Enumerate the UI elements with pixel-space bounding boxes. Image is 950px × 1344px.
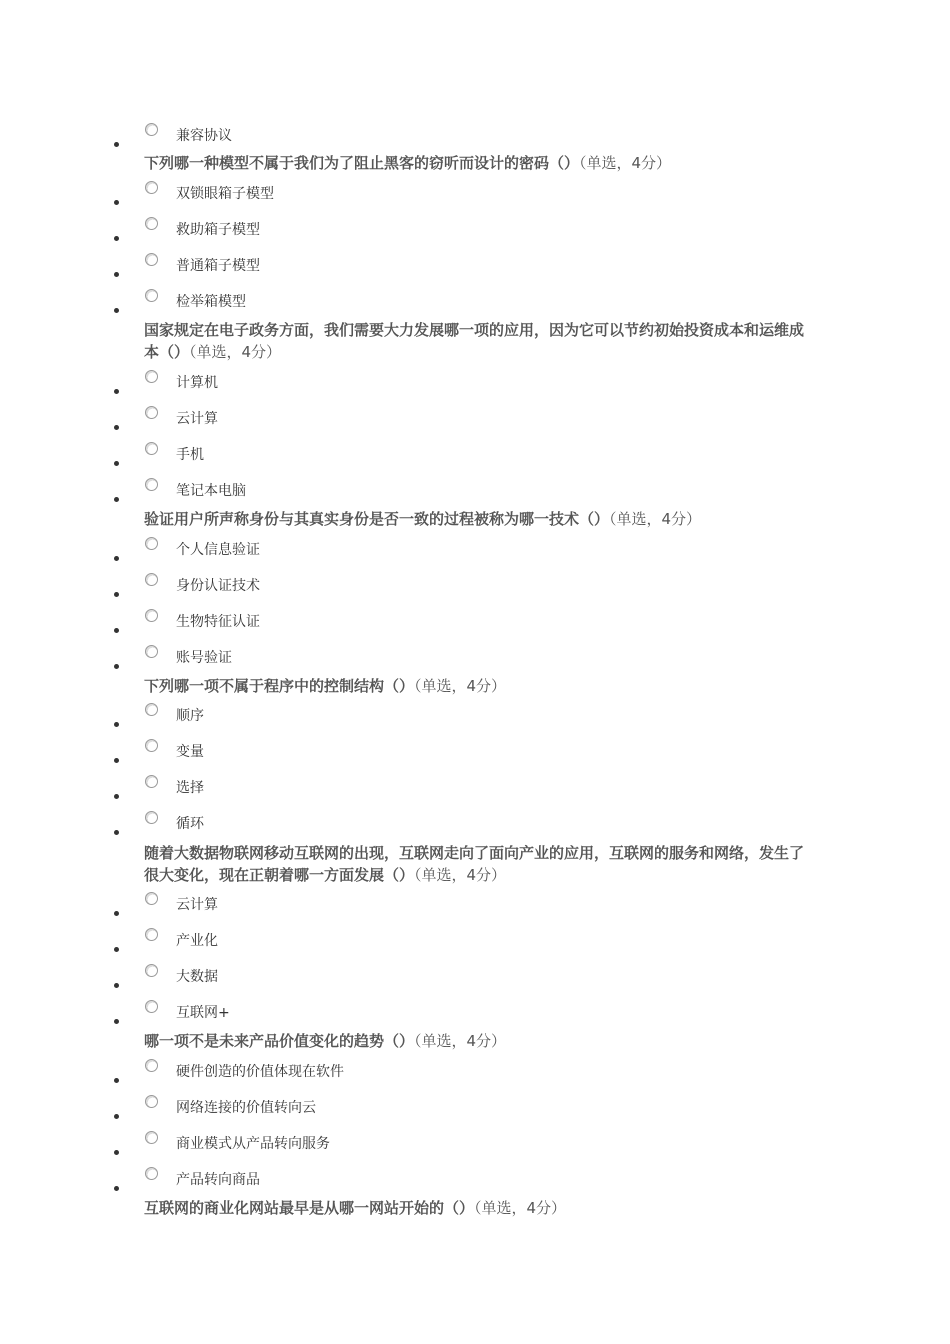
question-type: （单选，4分） [414, 677, 507, 695]
option-label: 救助箱子模型 [176, 222, 260, 238]
option-row[interactable] [0, 542, 950, 577]
bullet-icon [114, 425, 119, 430]
option-label: 商业模式从产品转向服务 [176, 1136, 330, 1152]
bullet-icon [114, 1150, 119, 1155]
option-label: 计算机 [176, 375, 218, 391]
bullet-icon [114, 983, 119, 988]
bullet-icon [114, 236, 119, 241]
radio-button-icon[interactable] [145, 123, 158, 136]
radio-button-icon[interactable] [145, 775, 158, 788]
radio-button-icon[interactable] [145, 406, 158, 419]
bullet-icon [114, 794, 119, 799]
question-text: 下列哪一项不属于程序中的控制结构（） [144, 677, 415, 695]
option-row[interactable] [0, 933, 950, 968]
option-label: 互联网+ [176, 1005, 230, 1021]
question-title [144, 319, 804, 363]
bullet-icon [114, 592, 119, 597]
radio-button-icon[interactable] [145, 609, 158, 622]
option-label: 账号验证 [176, 650, 232, 666]
radio-button-icon[interactable] [145, 1000, 158, 1013]
option-label: 变量 [176, 744, 204, 760]
option-row[interactable] [0, 969, 950, 1004]
bullet-icon [114, 664, 119, 669]
option-label: 产品转向商品 [176, 1172, 260, 1188]
option-label: 手机 [176, 447, 204, 463]
question-type: （单选，4分） [414, 1032, 507, 1050]
option-label: 硬件创造的价值体现在软件 [176, 1064, 344, 1080]
bullet-icon [114, 272, 119, 277]
option-label: 顺序 [176, 708, 204, 724]
option-label: 网络连接的价值转向云 [176, 1100, 316, 1116]
question-text: 下列哪一种模型不属于我们为了阻止黑客的窃听而设计的密码（） [144, 154, 580, 172]
option-row[interactable] [0, 780, 950, 815]
option-row[interactable] [0, 258, 950, 293]
bullet-icon [114, 911, 119, 916]
bullet-icon [114, 308, 119, 313]
option-row[interactable] [0, 614, 950, 649]
question-type: （单选，4分） [189, 343, 282, 361]
option-row[interactable] [0, 1100, 950, 1135]
radio-button-icon[interactable] [145, 478, 158, 491]
bullet-icon [114, 947, 119, 952]
bullet-icon [114, 200, 119, 205]
radio-button-icon[interactable] [145, 181, 158, 194]
bullet-icon [114, 722, 119, 727]
radio-button-icon[interactable] [145, 573, 158, 586]
question-text: 随着大数据物联网移动互联网的出现，互联网走向了面向产业的应用，互联网的服务和网络，发生了很大变化，现在正朝着哪一方面发展（） [144, 844, 805, 884]
radio-button-icon[interactable] [145, 1059, 158, 1072]
radio-button-icon[interactable] [145, 217, 158, 230]
radio-button-icon[interactable] [145, 811, 158, 824]
question-title [144, 675, 804, 697]
radio-button-icon[interactable] [145, 928, 158, 941]
option-row[interactable] [0, 411, 950, 446]
question-text: 验证用户所声称身份与其真实身份是否一致的过程被称为哪一技术（） [144, 510, 610, 528]
option-row[interactable] [0, 1064, 950, 1099]
bullet-icon [114, 389, 119, 394]
radio-button-icon[interactable] [145, 370, 158, 383]
radio-button-icon[interactable] [145, 739, 158, 752]
radio-button-icon[interactable] [145, 253, 158, 266]
option-label: 生物特征认证 [176, 614, 260, 630]
radio-button-icon[interactable] [145, 442, 158, 455]
bullet-icon [114, 1078, 119, 1083]
option-row[interactable] [0, 897, 950, 932]
question-title [144, 508, 804, 530]
radio-button-icon[interactable] [145, 1095, 158, 1108]
option-label: 双锁眼箱子模型 [176, 186, 274, 202]
option-label: 检举箱模型 [176, 294, 246, 310]
question-type: （单选，4分） [474, 1199, 567, 1217]
option-label: 云计算 [176, 411, 218, 427]
option-row[interactable] [0, 708, 950, 743]
bullet-icon [114, 628, 119, 633]
option-label: 兼容协议 [176, 128, 232, 144]
radio-button-icon[interactable] [145, 1167, 158, 1180]
bullet-icon [114, 142, 119, 147]
option-label: 云计算 [176, 897, 218, 913]
bullet-icon [114, 1186, 119, 1191]
bullet-icon [114, 1019, 119, 1024]
radio-button-icon[interactable] [145, 1131, 158, 1144]
bullet-icon [114, 1114, 119, 1119]
question-text: 国家规定在电子政务方面，我们需要大力发展哪一项的应用，因为它可以节约初始投资成本和运维成本（） [144, 321, 805, 361]
question-text: 互联网的商业化网站最早是从哪一网站开始的（） [144, 1199, 475, 1217]
question-title [144, 1030, 804, 1052]
bullet-icon [114, 830, 119, 835]
radio-button-icon[interactable] [145, 289, 158, 302]
option-label: 个人信息验证 [176, 542, 260, 558]
bullet-icon [114, 497, 119, 502]
question-type: （单选，4分） [414, 866, 507, 884]
bullet-icon [114, 556, 119, 561]
option-row[interactable] [0, 186, 950, 221]
question-type: （单选，4分） [609, 510, 702, 528]
option-row[interactable] [0, 1136, 950, 1171]
option-label: 普通箱子模型 [176, 258, 260, 274]
option-label: 身份认证技术 [176, 578, 260, 594]
option-label: 循环 [176, 816, 204, 832]
radio-button-icon[interactable] [145, 892, 158, 905]
option-label: 大数据 [176, 969, 218, 985]
question-text: 哪一项不是未来产品价值变化的趋势（） [144, 1032, 415, 1050]
option-row[interactable] [0, 744, 950, 779]
radio-button-icon[interactable] [145, 645, 158, 658]
radio-button-icon[interactable] [145, 703, 158, 716]
option-row[interactable] [0, 578, 950, 613]
radio-button-icon[interactable] [145, 964, 158, 977]
question-type: （单选，4分） [579, 154, 672, 172]
option-label: 产业化 [176, 933, 218, 949]
question-title [144, 152, 804, 174]
option-row[interactable] [0, 375, 950, 410]
option-label: 笔记本电脑 [176, 483, 246, 499]
bullet-icon [114, 461, 119, 466]
question-title [144, 1197, 804, 1219]
option-label: 选择 [176, 780, 204, 796]
question-title [144, 842, 804, 886]
bullet-icon [114, 758, 119, 763]
radio-button-icon[interactable] [145, 537, 158, 550]
option-row[interactable] [0, 447, 950, 482]
option-row[interactable] [0, 222, 950, 257]
